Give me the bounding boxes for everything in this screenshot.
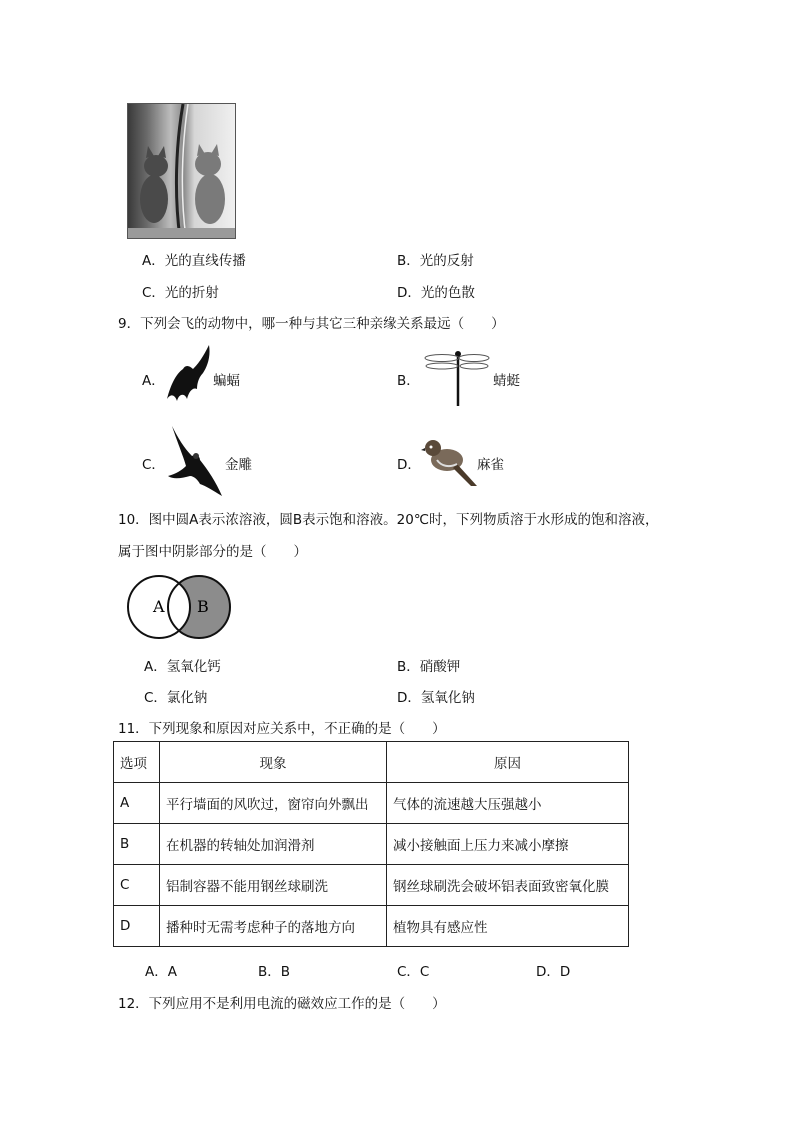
- q11-option-d[interactable]: D．D: [536, 964, 571, 980]
- q11-option-b[interactable]: B．B: [258, 964, 291, 980]
- row-option: A: [114, 783, 160, 824]
- table-row: [114, 906, 629, 947]
- row-reason: 植物具有感应性: [387, 906, 629, 947]
- row-phenomenon: 平行墙面的风吹过，窗帘向外飘出: [160, 783, 387, 824]
- venn-diagram: [126, 572, 234, 646]
- q8-option-c[interactable]: C．光的折射: [142, 285, 219, 301]
- q11-option-a[interactable]: A．A: [145, 964, 177, 980]
- q9-option-c-name: 金雕: [225, 457, 252, 473]
- q8-option-a[interactable]: A．光的直线传播: [142, 253, 246, 269]
- q9-stem: 9．下列会飞的动物中，哪一种与其它三种亲缘关系最远（ ）: [118, 316, 505, 332]
- q10-option-b[interactable]: B．硝酸钾: [397, 659, 461, 675]
- venn-label-a: A: [153, 597, 165, 616]
- venn-label-b: B: [197, 597, 209, 616]
- table-row: [114, 865, 629, 906]
- q10-option-a[interactable]: A．氢氧化钙: [144, 659, 221, 675]
- q11-stem: 11．下列现象和原因对应关系中，不正确的是（ ）: [118, 721, 446, 737]
- q8-option-b[interactable]: B．光的反射: [397, 253, 474, 269]
- q9-option-b-letter[interactable]: B．: [397, 373, 420, 389]
- row-reason: 气体的流速越大压强越小: [387, 783, 629, 824]
- q10-stem-line1: 10．图中圆A表示浓溶液，圆B表示饱和溶液。20℃时，下列物质溶于水形成的饱和溶液，: [118, 512, 659, 528]
- table-header-row: [114, 742, 629, 783]
- header-phenomenon: 现象: [160, 742, 387, 783]
- row-reason: 钢丝球刷洗会破坏铝表面致密氧化膜: [387, 865, 629, 906]
- q11-option-c[interactable]: C．C: [397, 964, 430, 980]
- q9-option-d-letter[interactable]: D．: [397, 457, 421, 473]
- q8-option-d[interactable]: D．光的色散: [397, 285, 475, 301]
- q10-option-d[interactable]: D．氢氧化钠: [397, 690, 475, 706]
- q12-stem: 12．下列应用不是利用电流的磁效应工作的是（ ）: [118, 996, 446, 1012]
- row-phenomenon: 铝制容器不能用钢丝球刷洗: [160, 865, 387, 906]
- table-row: [114, 783, 629, 824]
- sparrow-icon: [421, 434, 479, 492]
- row-option: B: [114, 824, 160, 865]
- cat-mirror-photo: [127, 103, 236, 239]
- eagle-icon: [166, 424, 224, 502]
- row-phenomenon: 播种时无需考虑种子的落地方向: [160, 906, 387, 947]
- row-option: D: [114, 906, 160, 947]
- bat-icon: [163, 343, 213, 413]
- header-reason: 原因: [387, 742, 629, 783]
- row-phenomenon: 在机器的转轴处加润滑剂: [160, 824, 387, 865]
- q9-option-c-letter[interactable]: C．: [142, 457, 165, 473]
- q9-option-d-name: 麻雀: [477, 457, 504, 473]
- q10-stem-line2: 属于图中阴影部分的是（ ）: [118, 544, 307, 560]
- dragonfly-icon: [420, 346, 490, 412]
- row-option: C: [114, 865, 160, 906]
- q10-option-c[interactable]: C．氯化钠: [144, 690, 208, 706]
- q9-option-a-letter[interactable]: A．: [142, 373, 165, 389]
- table-row: [114, 824, 629, 865]
- q11-table: [113, 741, 629, 947]
- q9-option-b-name: 蜻蜓: [493, 373, 520, 389]
- row-reason: 减小接触面上压力来减小摩擦: [387, 824, 629, 865]
- q9-option-a-name: 蝙蝠: [213, 373, 240, 389]
- header-option: 选项: [114, 742, 160, 783]
